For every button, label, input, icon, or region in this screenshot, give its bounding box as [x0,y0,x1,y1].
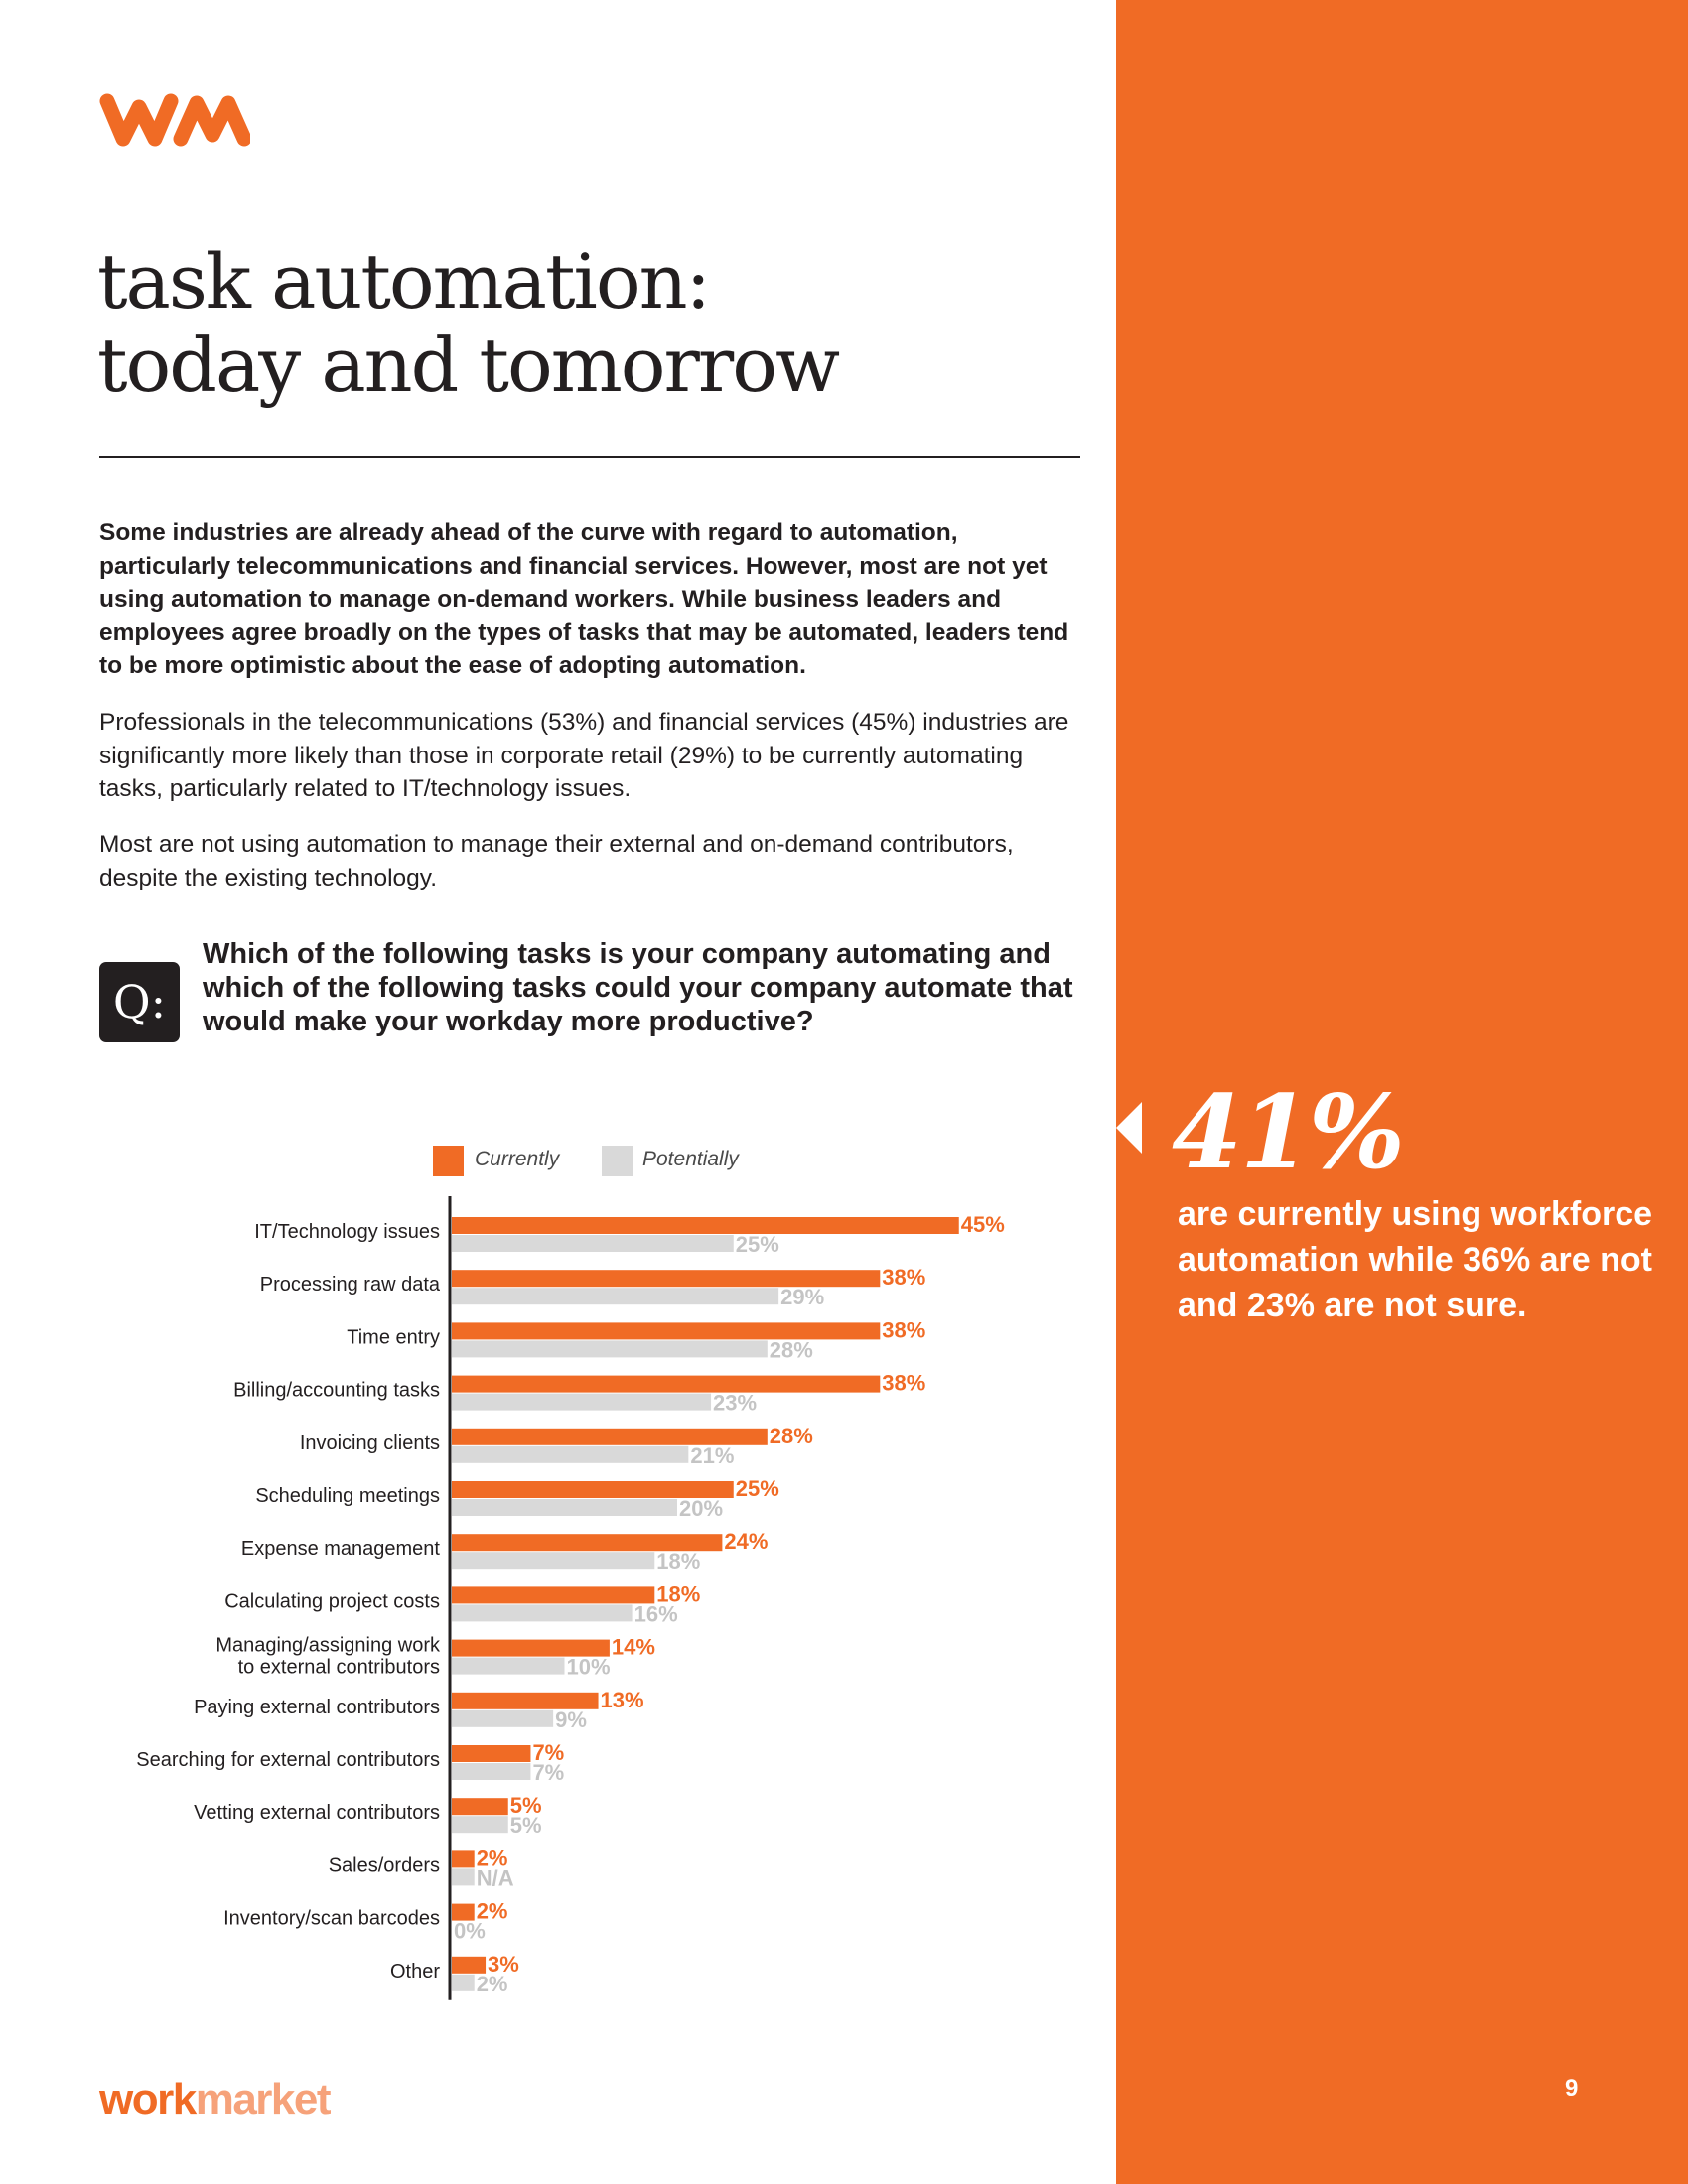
data-label-currently: 24% [724,1529,769,1555]
data-label-potentially: 16% [633,1601,678,1627]
data-label-currently: 3% [488,1951,519,1977]
page-title-line1: task automation: [97,237,710,326]
category-label: Inventory/scan barcodes [223,1907,440,1930]
body-paragraph-2: Most are not using automation to manage their external and on-demand contributors, despite the existing technology. [99,831,1014,891]
data-label-potentially: 28% [769,1337,813,1363]
bar-potentially [452,1816,508,1833]
data-label-potentially: 20% [679,1496,724,1521]
data-label-potentially: 7% [532,1760,565,1785]
data-label-potentially: 2% [476,1971,508,1996]
category-label: IT/Technology issues [254,1221,440,1243]
data-label-potentially: 9% [555,1706,587,1732]
bar-currently [452,1586,654,1603]
category-label: Scheduling meetings [255,1485,440,1507]
bar-potentially [452,1710,553,1727]
survey-question: Which of the following tasks is your company automating and which of the following tasks could your company automate that would make your workday more productive? [203,938,1073,1037]
bar-potentially [452,1340,768,1357]
data-label-currently: 14% [611,1634,655,1660]
data-label-currently: 2% [476,1898,508,1924]
page-number: 9 [1565,2075,1579,2102]
data-label-potentially: N/A [476,1865,514,1891]
data-label-potentially: 25% [735,1232,779,1257]
bar-chart [0,1181,1102,2025]
legend-swatch-potentially [602,1146,633,1176]
data-label-currently: 7% [532,1740,565,1765]
bar-currently [452,1322,880,1339]
category-label: Billing/accounting tasks [233,1379,440,1402]
category-label: Vetting external contributors [194,1802,440,1825]
body-paragraph-1: Professionals in the telecommunications (53%) and financial services (45%) industries are significantly more likely than those in corporate retail (29%) to be currently automating tasks, particularly related to IT/technology issues. [99,709,1069,802]
wm-logo-icon [99,89,250,151]
chart-legend [433,1144,830,1177]
footer-logo [99,2075,330,2124]
callout-pointer [1116,1102,1142,1154]
data-label-potentially: 29% [780,1285,825,1310]
data-label-currently: 28% [769,1423,813,1448]
legend-swatch-currently [433,1146,464,1176]
bar-currently [452,1376,880,1393]
bar-currently [452,1798,508,1815]
category-label: Processing raw data [259,1274,440,1297]
data-label-currently: 25% [735,1476,779,1501]
bar-potentially [452,1235,734,1252]
bar-potentially [452,1499,677,1516]
data-label-potentially: 21% [690,1442,735,1468]
category-label: Invoicing clients [299,1432,440,1454]
legend-label-currently: Currently [475,1148,560,1170]
title-divider [99,456,1080,458]
bar-potentially [452,1868,475,1885]
category-label: Managing/assigning work to external contributors [215,1634,440,1679]
bar-currently [452,1850,475,1867]
category-label: Expense management [240,1538,440,1561]
bar-potentially [452,1394,711,1411]
data-label-currently: 38% [882,1265,926,1291]
footer-logo-market: market [195,2075,331,2123]
category-label: Time entry [347,1326,440,1349]
category-label: Other [389,1960,440,1982]
page-title [97,237,839,409]
bar-currently [452,1217,959,1234]
bar-potentially [452,1446,688,1463]
lead-paragraph: Some industries are already ahead of the curve with regard to automation, particularly telecommunications and financial services. However, most are not yet using automation to manage on-demand workers. While business leaders and employees agree broadly on the types of tasks that may be automated, leaders tend to be more optimistic about the ease of adopting automation. [99,519,1069,679]
bar-potentially [452,1552,654,1569]
category-label: Searching for external contributors [136,1749,440,1771]
callout-text: are currently using workforce automation while 36% are not and 23% are not sure. [1178,1195,1653,1324]
callout-stat: 41% [1172,1073,1403,1192]
category-label: Sales/orders [328,1854,440,1877]
data-label-currently: 45% [960,1212,1005,1237]
bar-currently [452,1745,530,1762]
bar-potentially [452,1288,778,1304]
legend-label-potentially: Potentially [642,1148,739,1170]
data-label-potentially: 18% [656,1549,701,1574]
bar-potentially [452,1975,475,1991]
data-label-potentially: 5% [509,1813,542,1839]
data-label-currently: 18% [656,1581,701,1607]
data-label-currently: 2% [476,1845,508,1871]
data-label-currently: 38% [882,1370,926,1396]
page-title-line2: today and tomorrow [97,321,839,409]
bar-potentially [452,1763,530,1780]
data-label-potentially: 0% [454,1918,486,1944]
data-label-potentially: 23% [713,1390,758,1416]
bar-potentially [452,1604,633,1621]
category-label: Paying external contributors [194,1696,440,1718]
category-label: Calculating project costs [224,1590,440,1613]
data-label-currently: 38% [882,1317,926,1343]
bar-potentially [452,1658,565,1675]
data-label-potentially: 10% [566,1654,611,1680]
question-badge: Q: [99,962,180,1042]
footer-logo-work: work [99,2075,196,2123]
data-label-currently: 13% [600,1687,644,1712]
data-label-currently: 5% [509,1793,542,1819]
